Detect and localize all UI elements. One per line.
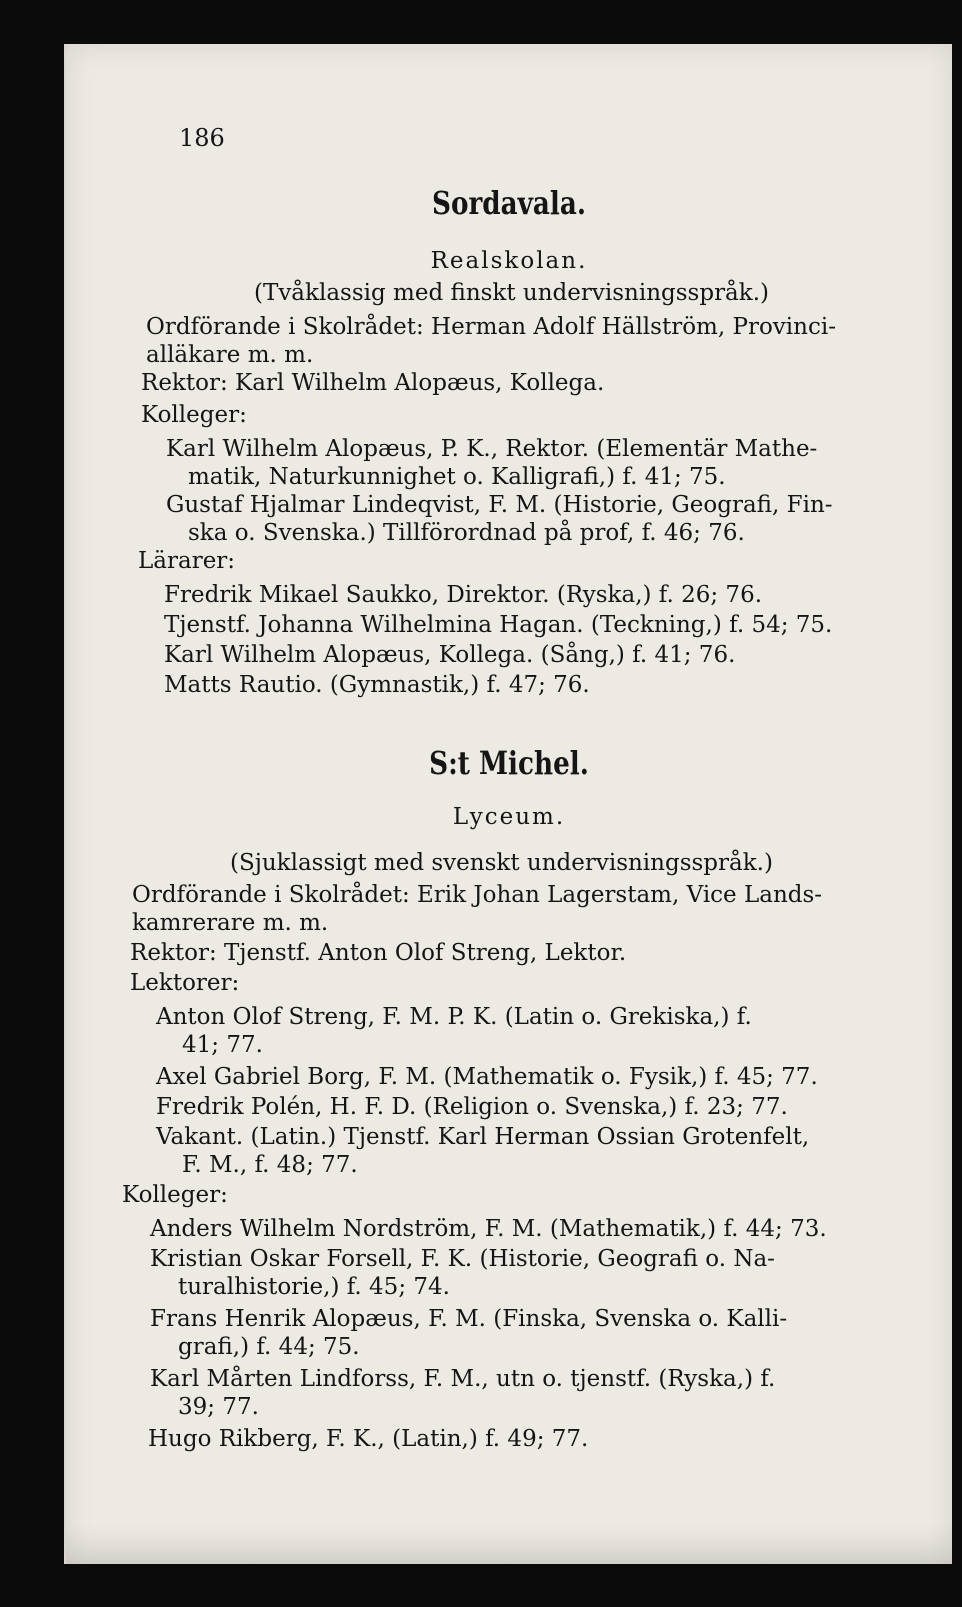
language-note: (Sjuklassigt med svenskt undervisningsspråk.): [230, 850, 773, 876]
kolleger-heading: Kolleger:: [122, 1182, 228, 1208]
book-page: [64, 44, 952, 1564]
staff-entry: Fredrik Polén, H. F. D. (Religion o. Svenska,) f. 23; 77.: [156, 1094, 788, 1120]
section-title-st-michel: S:t Michel.: [429, 744, 589, 782]
staff-entry: Kristian Oskar Forsell, F. K. (Historie, Geografi o. Na-: [150, 1246, 775, 1272]
kolleger-heading: Kolleger:: [141, 402, 247, 428]
page-number: 186: [179, 124, 225, 152]
chairman-line-cont: kamrerare m. m.: [132, 910, 329, 936]
school-heading-lyceum: Lyceum.: [452, 804, 566, 830]
staff-entry-cont: grafi,) f. 44; 75.: [178, 1334, 360, 1360]
staff-entry: Fredrik Mikael Saukko, Direktor. (Ryska,) f. 26; 76.: [164, 582, 763, 608]
staff-entry: Matts Rautio. (Gymnastik,) f. 47; 76.: [164, 672, 590, 698]
rector-line: Rektor: Tjenstf. Anton Olof Streng, Lektor.: [130, 940, 627, 966]
staff-entry-cont: 39; 77.: [178, 1394, 259, 1420]
staff-entry: Karl Wilhelm Alopæus, P. K., Rektor. (Elementär Mathe-: [166, 436, 818, 462]
staff-entry: Vakant. (Latin.) Tjenstf. Karl Herman Ossian Grotenfelt,: [156, 1124, 810, 1150]
chairman-line: Ordförande i Skolrådet: Herman Adolf Hällström, Provinci-: [146, 314, 836, 340]
staff-entry-cont: F. M., f. 48; 77.: [182, 1152, 358, 1178]
staff-entry: Frans Henrik Alopæus, F. M. (Finska, Svenska o. Kalli-: [150, 1306, 788, 1332]
staff-entry: Anders Wilhelm Nordström, F. M. (Mathematik,) f. 44; 73.: [150, 1216, 827, 1242]
staff-entry: Karl Mårten Lindforss, F. M., utn o. tjenstf. (Ryska,) f.: [150, 1366, 776, 1392]
staff-entry-cont: ska o. Svenska.) Tillförordnad på prof, f. 46; 76.: [188, 520, 745, 546]
chairman-line-cont: alläkare m. m.: [146, 342, 314, 368]
larare-heading: Lärarer:: [138, 548, 236, 574]
staff-entry: Karl Wilhelm Alopæus, Kollega. (Sång,) f. 41; 76.: [164, 642, 736, 668]
staff-entry: Gustaf Hjalmar Lindeqvist, F. M. (Historie, Geografi, Fin-: [166, 492, 833, 518]
staff-entry: Tjenstf. Johanna Wilhelmina Hagan. (Teckning,) f. 54; 75.: [164, 612, 833, 638]
staff-entry-cont: 41; 77.: [182, 1032, 263, 1058]
rector-line: Rektor: Karl Wilhelm Alopæus, Kollega.: [141, 370, 605, 396]
language-note: (Tvåklassig med finskt undervisningsspråk.): [254, 280, 769, 306]
chairman-line: Ordförande i Skolrådet: Erik Johan Lagerstam, Vice Lands-: [132, 882, 823, 908]
staff-entry: Anton Olof Streng, F. M. P. K. (Latin o. Grekiska,) f.: [156, 1004, 752, 1030]
staff-entry: Axel Gabriel Borg, F. M. (Mathematik o. Fysik,) f. 45; 77.: [156, 1064, 818, 1090]
staff-entry-cont: turalhistorie,) f. 45; 74.: [178, 1274, 450, 1300]
section-title-sordavala: Sordavala.: [432, 184, 586, 222]
staff-entry: Hugo Rikberg, F. K., (Latin,) f. 49; 77.: [148, 1426, 589, 1452]
staff-entry-cont: matik, Naturkunnighet o. Kalligrafi,) f. 41; 75.: [188, 464, 726, 490]
school-heading-realskolan: Realskolan.: [430, 248, 588, 274]
lektorer-heading: Lektorer:: [130, 970, 240, 996]
